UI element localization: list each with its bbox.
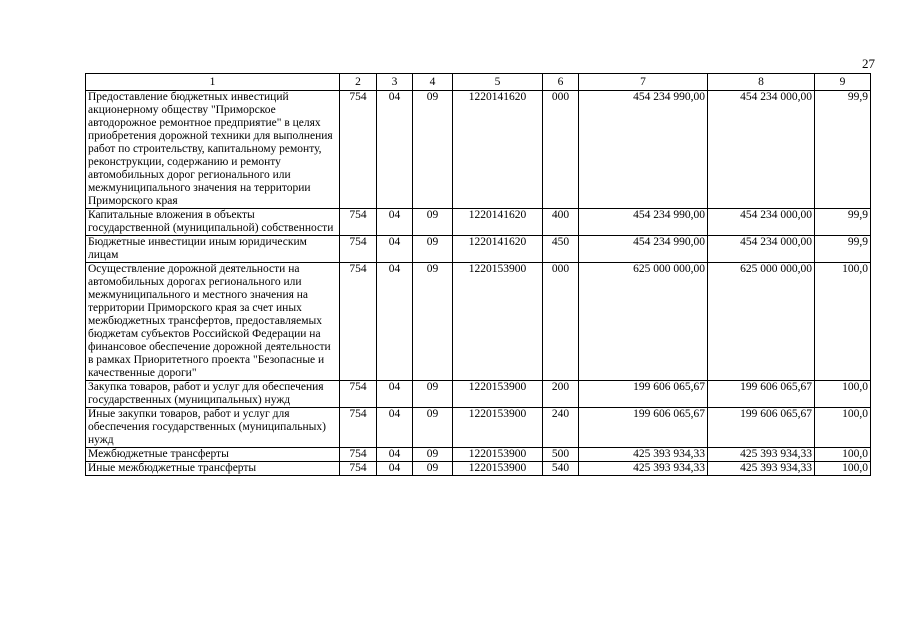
header-cell-3: 3 — [377, 74, 413, 91]
row-code-2: 754 — [340, 263, 377, 381]
row-code-3: 04 — [377, 209, 413, 236]
row-name: Бюджетные инвестиции иным юридическим лицам — [86, 236, 340, 263]
row-code-4: 09 — [413, 381, 453, 408]
table-row — [86, 236, 871, 263]
row-amount-7: 454 234 990,00 — [579, 91, 708, 209]
row-code-2: 754 — [340, 462, 377, 476]
row-code-2: 754 — [340, 381, 377, 408]
row-code-4: 09 — [413, 263, 453, 381]
row-percent-9: 100,0 — [815, 408, 871, 448]
row-code-5: 1220141620 — [453, 209, 543, 236]
header-cell-1: 1 — [86, 74, 340, 91]
header-cell-6: 6 — [543, 74, 579, 91]
row-code-5: 1220141620 — [453, 91, 543, 209]
row-amount-8: 625 000 000,00 — [708, 263, 815, 381]
row-code-2: 754 — [340, 236, 377, 263]
row-percent-9: 99,9 — [815, 209, 871, 236]
row-code-5: 1220153900 — [453, 462, 543, 476]
header-cell-4: 4 — [413, 74, 453, 91]
row-amount-8: 454 234 000,00 — [708, 91, 815, 209]
row-code-3: 04 — [377, 263, 413, 381]
row-percent-9: 100,0 — [815, 462, 871, 476]
row-code-6: 500 — [543, 448, 579, 462]
row-amount-8: 425 393 934,33 — [708, 448, 815, 462]
row-name: Осуществление дорожной деятельности на автомобильных дорогах регионального или межмуниципального и местного значения на территории Приморского края за счет иных межбюджетных трансфертов, предоставляемых бюджетам субъектов Российской Федерации на финансовое обеспечение дорожной деятельности в рамках Приоритетного проекта "Безопасные и качественные дороги" — [86, 263, 340, 381]
row-percent-9: 100,0 — [815, 381, 871, 408]
row-percent-9: 100,0 — [815, 448, 871, 462]
row-code-5: 1220153900 — [453, 381, 543, 408]
row-code-2: 754 — [340, 448, 377, 462]
header-cell-9: 9 — [815, 74, 871, 91]
row-percent-9: 99,9 — [815, 91, 871, 209]
row-code-2: 754 — [340, 408, 377, 448]
row-code-4: 09 — [413, 408, 453, 448]
row-name: Межбюджетные трансферты — [86, 448, 340, 462]
row-amount-7: 199 606 065,67 — [579, 381, 708, 408]
row-percent-9: 100,0 — [815, 263, 871, 381]
table-row — [86, 408, 871, 448]
table-row — [86, 209, 871, 236]
row-code-4: 09 — [413, 91, 453, 209]
row-code-5: 1220153900 — [453, 448, 543, 462]
row-code-3: 04 — [377, 91, 413, 209]
row-code-4: 09 — [413, 236, 453, 263]
row-code-4: 09 — [413, 448, 453, 462]
row-amount-8: 454 234 000,00 — [708, 209, 815, 236]
row-code-6: 000 — [543, 91, 579, 209]
row-code-5: 1220153900 — [453, 263, 543, 381]
row-code-3: 04 — [377, 236, 413, 263]
budget-table — [85, 73, 871, 476]
row-code-6: 200 — [543, 381, 579, 408]
header-cell-7: 7 — [579, 74, 708, 91]
row-amount-8: 425 393 934,33 — [708, 462, 815, 476]
row-code-2: 754 — [340, 91, 377, 209]
table-row — [86, 462, 871, 476]
row-code-3: 04 — [377, 381, 413, 408]
row-amount-7: 199 606 065,67 — [579, 408, 708, 448]
row-code-3: 04 — [377, 448, 413, 462]
table-row — [86, 448, 871, 462]
row-code-6: 240 — [543, 408, 579, 448]
row-amount-7: 425 393 934,33 — [579, 448, 708, 462]
header-cell-5: 5 — [453, 74, 543, 91]
row-code-6: 000 — [543, 263, 579, 381]
row-code-2: 754 — [340, 209, 377, 236]
table-row — [86, 381, 871, 408]
row-percent-9: 99,9 — [815, 236, 871, 263]
row-code-6: 400 — [543, 209, 579, 236]
table-row — [86, 91, 871, 209]
row-name: Иные межбюджетные трансферты — [86, 462, 340, 476]
row-amount-8: 199 606 065,67 — [708, 381, 815, 408]
row-code-4: 09 — [413, 462, 453, 476]
row-amount-7: 454 234 990,00 — [579, 236, 708, 263]
row-code-4: 09 — [413, 209, 453, 236]
row-amount-7: 625 000 000,00 — [579, 263, 708, 381]
row-code-5: 1220153900 — [453, 408, 543, 448]
row-code-5: 1220141620 — [453, 236, 543, 263]
header-cell-2: 2 — [340, 74, 377, 91]
header-cell-8: 8 — [708, 74, 815, 91]
row-amount-8: 199 606 065,67 — [708, 408, 815, 448]
row-code-6: 540 — [543, 462, 579, 476]
row-code-6: 450 — [543, 236, 579, 263]
row-code-3: 04 — [377, 462, 413, 476]
row-name: Капитальные вложения в объекты государственной (муниципальной) собственности — [86, 209, 340, 236]
header-row — [86, 74, 871, 91]
page-number: 27 — [862, 56, 875, 71]
row-amount-8: 454 234 000,00 — [708, 236, 815, 263]
table-row — [86, 263, 871, 381]
row-code-3: 04 — [377, 408, 413, 448]
row-amount-7: 454 234 990,00 — [579, 209, 708, 236]
row-name: Закупка товаров, работ и услуг для обеспечения государственных (муниципальных) нужд — [86, 381, 340, 408]
row-amount-7: 425 393 934,33 — [579, 462, 708, 476]
row-name: Предоставление бюджетных инвестиций акционерному обществу "Приморское автодорожное ремонтное предприятие" в целях приобретения дорожной техники для выполнения работ по строительству, капитальному ремонту, реконструкции, содержанию и ремонту автомобильных дорог регионального или межмуниципального значения на территории Приморского края — [86, 91, 340, 209]
row-name: Иные закупки товаров, работ и услуг для обеспечения государственных (муниципальных) нужд — [86, 408, 340, 448]
